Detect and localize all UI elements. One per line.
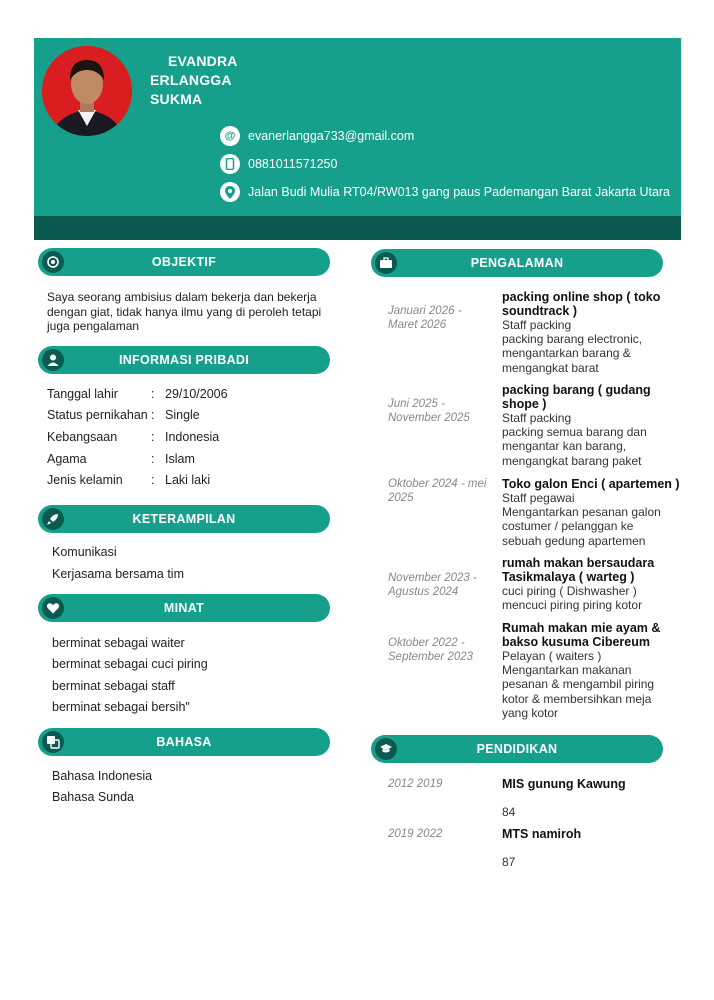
info-value: Indonesia [165,430,220,444]
phone-icon [220,154,240,174]
name-line-3: SUKMA [150,91,203,107]
desc-line: Mengantarkan makanan [502,663,632,678]
section-pengalaman-header [371,249,663,277]
experience-desc [502,411,647,468]
experience-title [502,621,660,649]
section-pendidikan-title: PENDIDIKAN [476,742,558,756]
date-line: Juni 2025 - [388,398,445,410]
name-line-2: ERLANGGA [150,72,232,88]
section-minat-header [38,594,330,622]
email-text: evanerlangga733@gmail.com [248,129,415,143]
desc-line: sebuah gedung apartemen [502,533,646,548]
experience-desc [502,318,642,375]
title-line: shope ) [502,397,547,411]
skill-text: Komunikasi [52,545,117,559]
title-line: soundtrack ) [502,304,578,318]
profile-photo [42,46,132,136]
date-line: Januari 2026 - [388,305,462,317]
date-line: Maret 2026 [388,319,447,331]
desc-line: Staff packing [502,411,572,425]
info-colon: : [151,473,155,487]
education-date: 2012 2019 [388,778,443,790]
desc-line: Staff packing [502,318,572,332]
date-line: November 2025 [388,412,470,424]
date-line: Agustus 2024 [388,586,459,598]
interest-text: berminat sebagai cuci piring [52,657,208,671]
email-row [220,126,414,146]
objektif-text [47,290,347,334]
desc-line: packing barang electronic, [502,332,643,347]
title-line: bakso kusuma Cibereum [502,635,650,649]
title-line: Toko galon Enci ( apartemen ) [502,477,680,491]
section-objektif-header [38,248,330,276]
info-label: Status pernikahan [47,408,148,422]
section-pribadi-header [38,346,330,374]
info-colon: : [151,430,155,444]
desc-line: mengantarkan barang & [502,346,631,361]
experience-title [502,556,654,584]
experience-desc [502,491,661,548]
education-score: 87 [502,855,516,869]
section-pengalaman-title: PENGALAMAN [470,256,564,270]
desc-line: Pelayan ( waiters ) [502,649,602,663]
experience-desc [502,584,642,612]
phone-text: 0881011571250 [248,157,338,171]
desc-line: packing semua barang dan [502,425,647,440]
info-colon: : [151,452,155,466]
title-line: rumah makan bersaudara [502,556,655,570]
desc-line: kotor & membersihkan meja [502,691,652,706]
location-pin-icon [220,182,240,202]
section-pendidikan-header [371,735,663,763]
section-bahasa-title: BAHASA [156,735,212,749]
experience-date [388,571,477,599]
experience-date [388,477,486,505]
language-text: Bahasa Sunda [52,790,135,804]
section-pribadi-title: INFORMASI PRIBADI [118,353,250,367]
date-line: Oktober 2022 - [388,637,465,649]
section-bahasa-header [38,728,330,756]
section-keterampilan-title: KETERAMPILAN [132,512,236,526]
address-row [220,182,670,202]
info-value: Single [165,408,200,422]
phone-row [220,154,337,174]
info-label: Agama [47,452,87,466]
desc-line: costumer / pelanggan ke [502,519,634,534]
experience-title [502,477,680,491]
info-label: Kebangsaan [47,430,118,444]
education-school: MTS namiroh [502,827,582,841]
education-date: 2019 2022 [388,828,443,840]
title-line: Tasikmalaya ( warteg ) [502,570,635,584]
info-value: 29/10/2006 [165,387,228,401]
info-colon: : [151,408,155,422]
experience-desc [502,649,654,720]
desc-line: mengantar kan barang, [502,439,627,454]
objektif-line: Saya seorang ambisius dalam bekerja dan bekerja [47,290,317,304]
desc-line: pesanan & mengambil piring [502,677,655,692]
date-line: 2025 [388,492,414,504]
desc-line: mengangkat barang paket [502,453,642,468]
interest-text: berminat sebagai bersih" [52,700,190,714]
desc-line: yang kotor [502,705,559,720]
objektif-line: juga pengalaman [47,319,140,333]
info-label: Jenis kelamin [47,473,123,487]
header-bottom-band [34,216,681,240]
info-label: Tanggal lahir [47,387,118,401]
date-line: November 2023 - [388,572,477,584]
interest-text: berminat sebagai waiter [52,636,185,650]
date-line: Oktober 2024 - mei [388,478,487,490]
experience-date [388,304,462,332]
section-keterampilan-header [38,505,330,533]
name-line-1: EVANDRA [168,53,238,69]
info-colon: : [151,387,155,401]
experience-title [502,290,660,318]
info-value: Islam [165,452,195,466]
title-line: packing barang ( gudang [502,383,651,397]
objektif-line: dengan giat, tidak hanya ilmu yang di peroleh tetapi [47,304,322,319]
section-objektif-title: OBJEKTIF [151,255,217,269]
skill-text: Kerjasama bersama tim [52,567,184,581]
desc-line: Staff pegawai [502,491,575,505]
date-line: September 2023 [388,651,474,663]
full-name [150,52,238,109]
section-minat-title: MINAT [163,601,205,615]
desc-line: mengangkat barat [502,360,599,375]
education-score: 84 [502,805,516,819]
title-line: packing online shop ( toko [502,290,661,304]
education-school: MIS gunung Kawung [502,777,626,791]
experience-date [388,636,473,664]
experience-date [388,397,470,425]
desc-line: Mengantarkan pesanan galon [502,505,661,520]
experience-title [502,383,651,411]
interest-text: berminat sebagai staff [52,679,175,693]
at-icon: @ [220,126,240,146]
desc-line: mencuci piring piring kotor [502,598,643,613]
desc-line: cuci piring ( Dishwasher ) [502,584,637,598]
language-text: Bahasa Indonesia [52,769,153,783]
info-value: Laki laki [165,473,211,487]
title-line: Rumah makan mie ayam & [502,621,661,635]
address-text: Jalan Budi Mulia RT04/RW013 gang paus Pademangan Barat Jakarta Utara [248,185,671,199]
